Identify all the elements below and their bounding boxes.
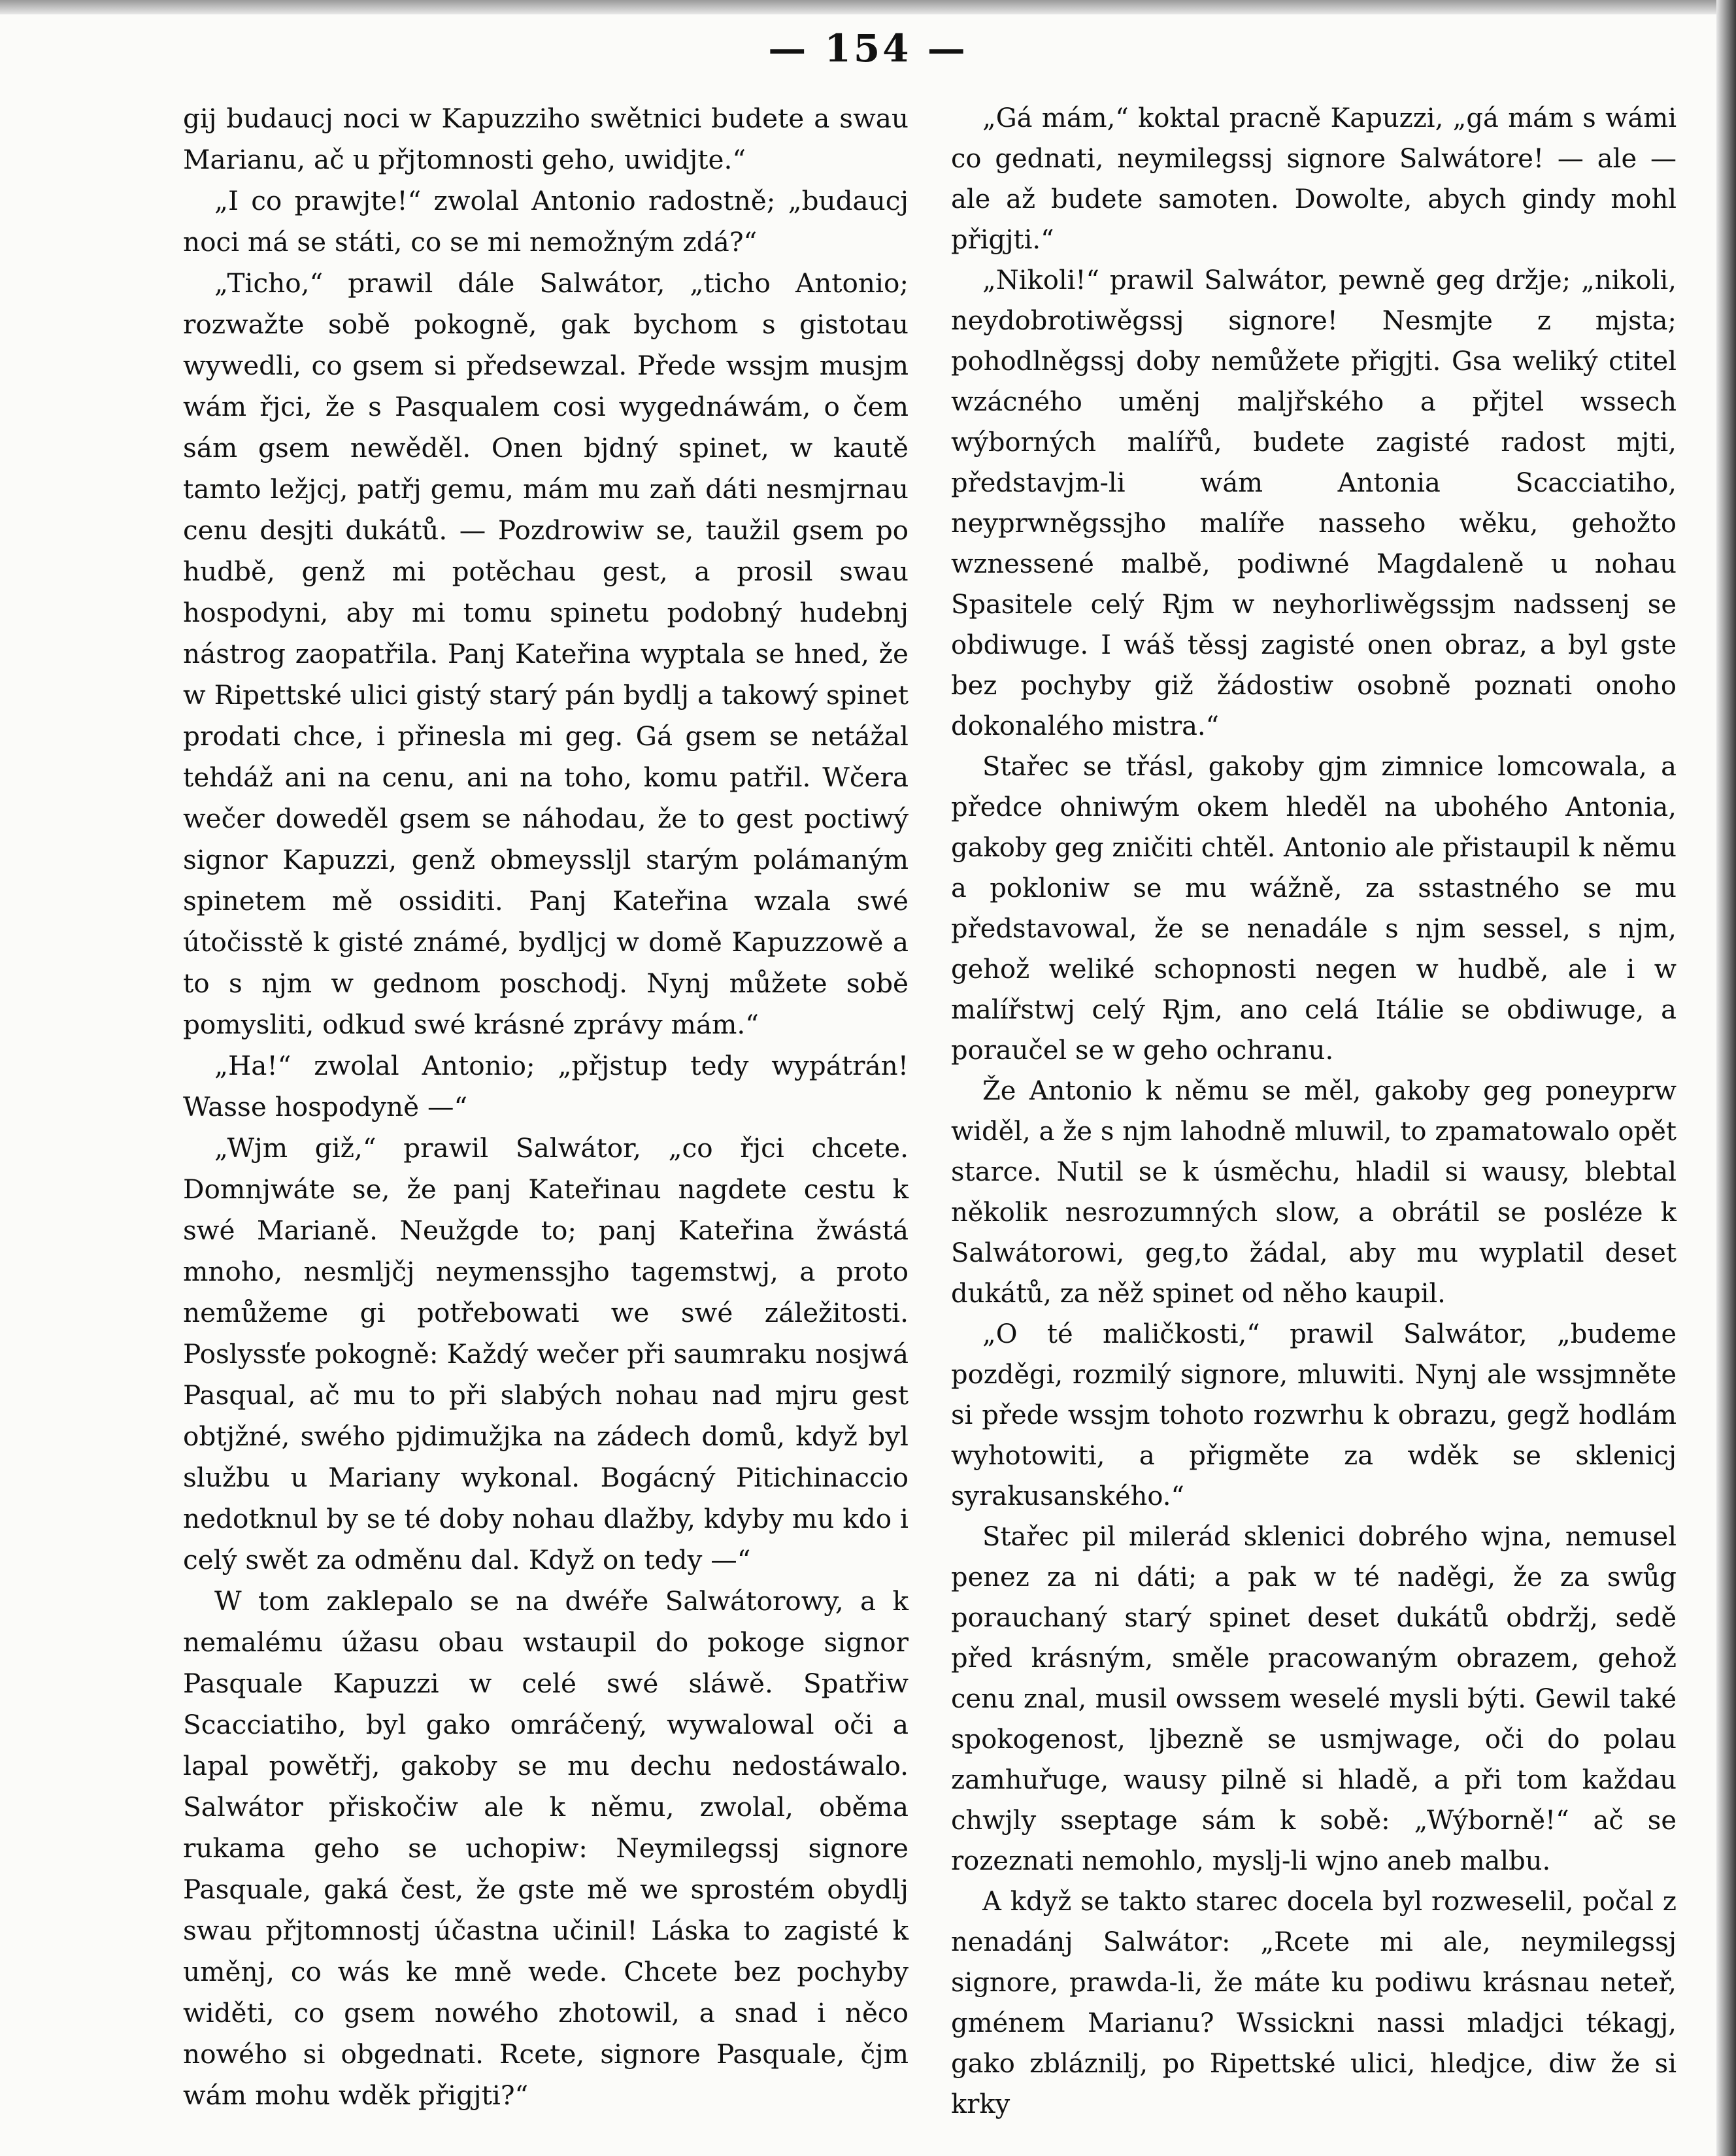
right-column <box>951 98 1677 2125</box>
paragraph: A když se takto starec docela byl rozweselil, počal z nenadánj Salwátor: „Rcete mi ale, neymilegssj signore, prawda-li, že máte ku podiwu krásnau neteř, gménem Marianu? Wssickni nassi mladjci tékagj, gako zbláznilj, po Ripettské ulici, hledjce, diw že si krky <box>951 1887 1677 2119</box>
paragraph: „Wjm giž,“ prawil Salwátor, „co řjci chcete. Domnjwáte se, že panj Kateřinau nagdete cestu k swé Marianě. Neužgde to; panj Kateřina žwástá mnoho, nesmljčj neymenssjho tagemstwj, a proto nemůžeme gi potřebowati we swé záležitosti. Poslyssťe pokogně: Každý wečer při saumraku nosjwá Pasqual, ač mu to při slabých nohau nad mjru gest obtjžné, swého pjdimužjka na zádech domů, když byl službu u Mariany wykonal. Bogácný Pitichinaccio nedotknul by se té doby nohau dlažby, kdyby mu kdo i celý swět za odměnu dal. Když on tedy —“ <box>183 1132 909 1575</box>
paragraph: Že Antonio k němu se měl, gakoby geg poneyprw widěl, a že s njm lahodně mluwil, to zpamatowalo opět starce. Nutil se k úsměchu, hladil si wausy, blebtal několik nesrozumných slow, a obrátil se posléze k Salwátorowi, geg,to žádal, aby mu wyplatil deset dukátů, za něž spinet od něho kaupil. <box>951 1076 1677 1309</box>
paragraph: „Gá mám,“ koktal pracně Kapuzzi, „gá mám s wámi co gednati, neymilegssj signore Salwátore! — ale — ale až budete samoten. Dowolte, abych gindy mohl přigjti.“ <box>951 103 1677 255</box>
paragraph: W tom zaklepalo se na dwéře Salwátorowy, a k nemalému úžasu obau wstaupil do pokoge signor Pasquale Kapuzzi w celé swé sláwě. Spatřiw Scacciatiho, byl gako omráčený, wywalowal oči a lapal powětřj, gakoby se mu dechu nedostáwalo. Salwátor přiskočiw ale k němu, zwolal, oběma rukama geho se uchopiw: Neymilegssj signore Pasquale, gaká čest, že gste mě we sprostém obydlj swau přjtomnostj účastna učinil! Láska to zagisté k uměnj, co wás ke mně wede. Chcete bez pochyby widěti, co gsem nowého zhotowil, a snad i něco nowého si obgednati. Rcete, signore Pasquale, čjm wám mohu wděk přigjti?“ <box>183 1585 909 2111</box>
paragraph: „O té maličkosti,“ prawil Salwátor, „budeme pozděgi, rozmilý signore, mluwiti. Nynj ale wssjmněte si přede wssjm tohoto rozwrhu k obrazu, gegž hodlám wyhotowiti, a přigměte za wděk se sklenicj syrakusanského.“ <box>951 1319 1677 1511</box>
page-number: — 154 — <box>768 26 968 71</box>
paragraph: gij budaucj noci w Kapuzziho swětnici budete a swau Marianu, ač u přjtomnosti geho, uwidjte.“ <box>183 103 909 175</box>
paragraph: „Ha!“ zwolal Antonio; „přjstup tedy wypátrán! Wasse hospodyně —“ <box>183 1050 909 1122</box>
paragraph: Stařec se třásl, gakoby gjm zimnice lomcowala, a předce ohniwým okem hleděl na ubohého Antonia, gakoby geg zničiti chtěl. Antonio ale přistaupil k němu a pokloniw se mu wážně, za sstastného se mu představowal, že se nenadále s njm sessel, s njm, gehož weliké schopnosti negen w hudbě, ale i w malířstwj celý Rjm, ano celá Itálie se obdiwuge, a poraučel se w geho ochranu. <box>951 752 1677 1066</box>
paragraph: „Ticho,“ prawil dále Salwátor, „ticho Antonio; rozwažte sobě pokogně, gak bychom s gistotau wywedli, co gsem si předsewzal. Přede wssjm musjm wám řjci, že s Pasqualem cosi wygednáwám, o čem sám gsem newěděl. Onen bjdný spinet, w kautě tamto ležjcj, patřj gemu, mám mu zaň dáti nesmjrnau cenu desjti dukátů. — Pozdrowiw se, taužil gsem po hudbě, genž mi potěchau gest, a prosil swau hospodyni, aby mi tomu spinetu podobný hudebnj nástrog zaopatřila. Panj Kateřina wyptala se hned, že w Ripettské ulici gistý starý pán bydlj a takowý spinet prodati chce, i přinesla mi geg. Gá gsem se netážal tehdáž ani na cenu, ani na toho, komu patřil. Wčera wečer doweděl gsem se náhodau, že to gest poctiwý signor Kapuzzi, genž obmeyssljl starým polámaným spinetem mě ossiditi. Panj Kateřina wzala swé útočisstě k gisté známé, bydljcj w domě Kapuzzowě a to s njm w gednom poschodj. Nynj můžete sobě pomysliti, odkud swé krásné zprávy mám.“ <box>183 267 909 1040</box>
paragraph: Stařec pil milerád sklenici dobrého wjna, nemusel penez za ni dáti; a pak w té naděgi, že za swůg porauchaný starý spinet deset dukátů obdržj, sedě před krásným, směle pracowaným obrazem, gehož cenu znal, musil owssem weselé mysli býti. Gewil také spokogenost, ljbezně se usmjwage, oči do polau zamhuřuge, wausy pilně si hladě, a při tom každau chwjly sseptage sám k sobě: „Wýborně!“ ač se rozeznati nemohlo, myslj-li wjno aneb malbu. <box>951 1522 1677 1876</box>
paragraph: „I co prawjte!“ zwolal Antonio radostně; „budaucj noci má se státi, co se mi nemožným zdá?“ <box>183 185 909 258</box>
paragraph: „Nikoli!“ prawil Salwátor, pewně geg držje; „nikoli, neydobrotiwěgssj signore! Nesmjte z mjsta; pohodlněgssj doby nemůžete přigjti. Gsa weliký ctitel wzácného uměnj maljřského a přjtel wssech wýborných malířů, budete zagisté radost mjti, představjm-li wám Antonia Scacciatiho, neyprwněgssjho malíře nasseho wěku, gehožto wznessené malbě, podiwné Magdaleně u nohau Spasitele celý Rjm w neyhorliwěgssjm nadssenj se obdiwuge. I wáš těssj zagisté onen obraz, a byl gste bez pochyby giž žádostiw osobně poznati onoho dokonalého mistra.“ <box>951 265 1677 741</box>
scan-right-edge <box>1716 0 1736 2156</box>
scan-top-edge <box>0 0 1736 14</box>
left-column <box>183 98 909 2116</box>
